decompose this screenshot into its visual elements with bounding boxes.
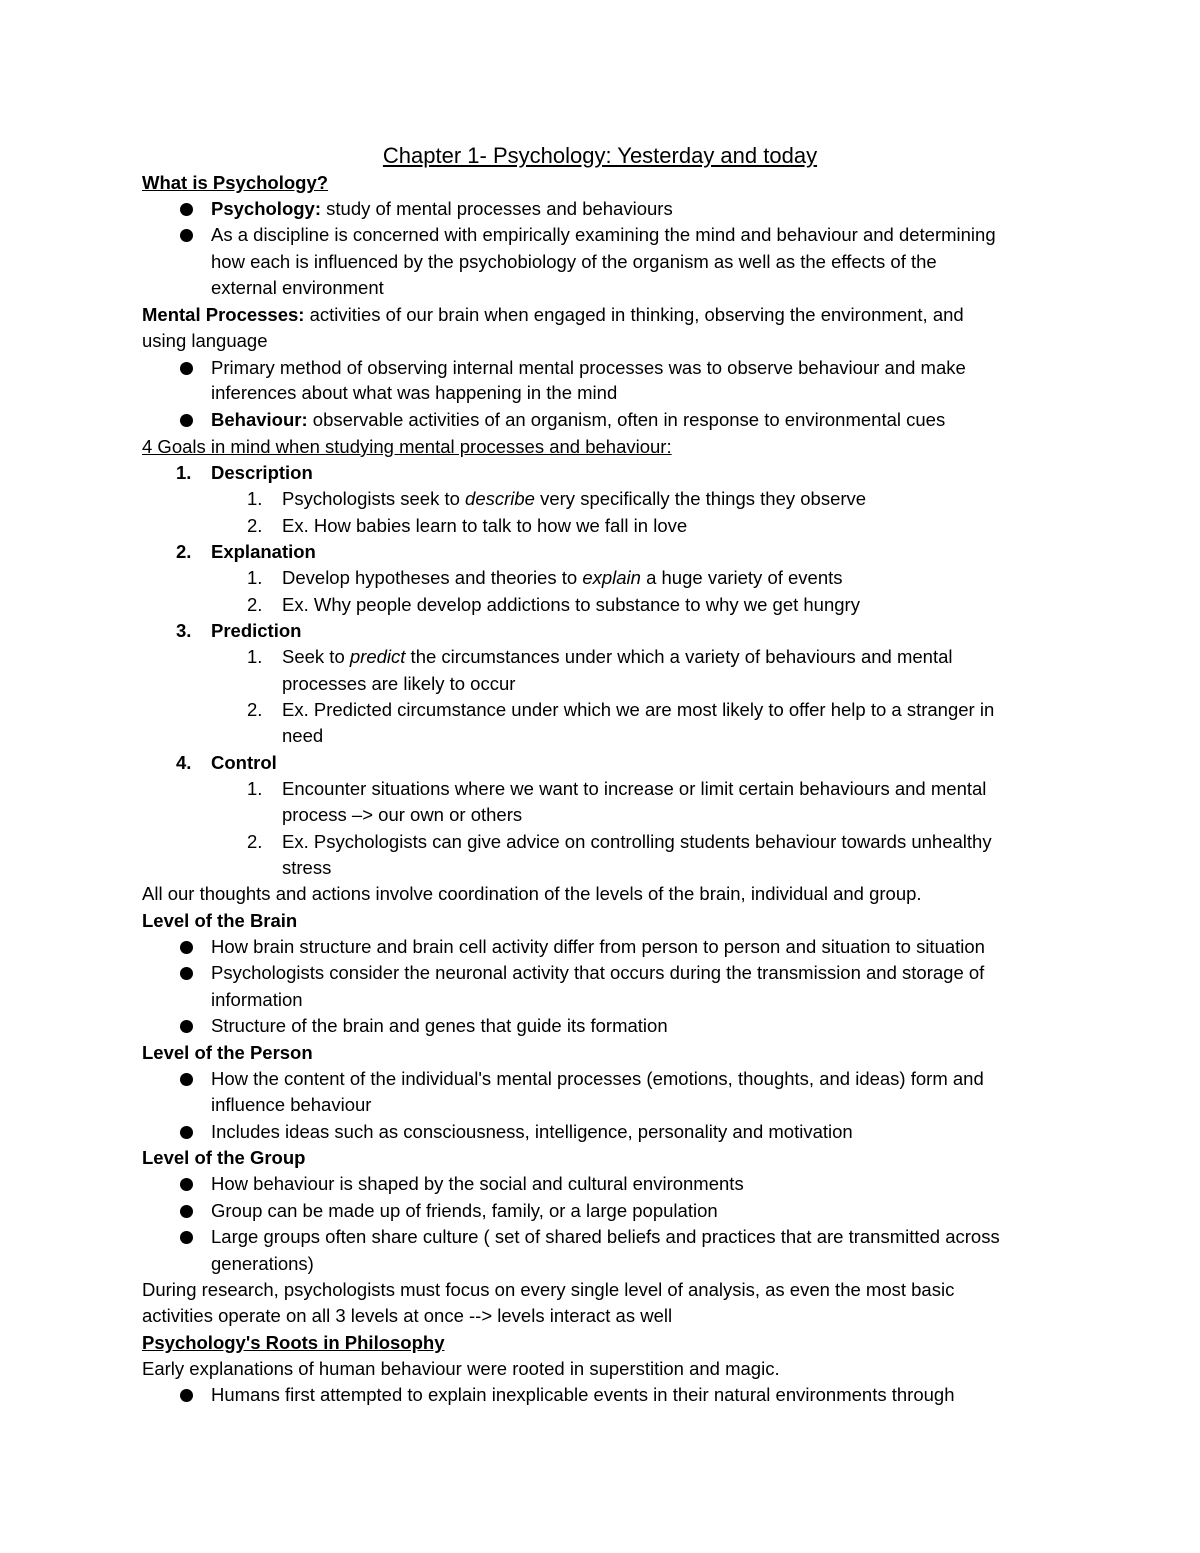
bullet-icon — [180, 1231, 193, 1244]
text-span: Develop hypotheses and theories to — [282, 567, 583, 588]
bullet-icon — [180, 1389, 193, 1402]
list-item — [211, 407, 945, 433]
list-item-line: How the content of the individual's mental processes (emotions, thoughts, and ideas) form and — [211, 1068, 984, 1089]
goal-label: Control — [211, 752, 277, 773]
section-heading-level-person: Level of the Person — [142, 1042, 313, 1063]
list-item-line: As a discipline is concerned with empirically examining the mind and behaviour and determining — [211, 224, 996, 245]
list-number: 1. — [247, 778, 263, 799]
term-label: Mental Processes: — [142, 304, 305, 325]
term-definition: observable activities of an organism, often in response to environmental cues — [307, 409, 946, 430]
list-number: 2. — [176, 541, 192, 562]
bullet-icon — [180, 414, 193, 427]
list-item-line: How brain structure and brain cell activity differ from person to person and situation to situation — [211, 936, 985, 957]
paragraph: All our thoughts and actions involve coordination of the levels of the brain, individual and group. — [142, 883, 922, 904]
term-definition: study of mental processes and behaviours — [321, 198, 673, 219]
bullet-icon — [180, 1205, 193, 1218]
list-number: 3. — [176, 620, 192, 641]
list-item-line: need — [282, 725, 324, 746]
list-item-line: Large groups often share culture ( set of shared beliefs and practices that are transmitted across — [211, 1226, 1000, 1247]
paragraph — [142, 302, 964, 328]
list-item-line: Structure of the brain and genes that guide its formation — [211, 1015, 668, 1036]
list-number: 1. — [247, 488, 263, 509]
list-item — [211, 196, 673, 222]
list-item-line: processes are likely to occur — [282, 673, 516, 694]
list-item: Ex. Why people develop addictions to substance to why we get hungry — [282, 594, 860, 615]
list-number: 4. — [176, 752, 192, 773]
bullet-icon — [180, 203, 193, 216]
list-item-line: Includes ideas such as consciousness, intelligence, personality and motivation — [211, 1121, 853, 1142]
paragraph-line: activities operate on all 3 levels at once --> levels interact as well — [142, 1305, 673, 1326]
emphasis-text: predict — [349, 646, 406, 667]
list-number: 2. — [247, 515, 263, 536]
bullet-icon — [180, 362, 193, 375]
list-item-line: Psychologists consider the neuronal activity that occurs during the transmission and storage of — [211, 962, 985, 983]
list-item-line: influence behaviour — [211, 1094, 372, 1115]
text-span: very specifically the things they observe — [534, 488, 867, 509]
list-item: Ex. Predicted circumstance under which we are most likely to offer help to a stranger in — [282, 699, 995, 720]
section-heading-what-is-psychology: What is Psychology? — [142, 172, 329, 193]
paragraph-line: using language — [142, 330, 268, 351]
goal-label: Explanation — [211, 541, 316, 562]
list-item-line: inferences about what was happening in the mind — [211, 382, 618, 403]
bullet-icon — [180, 967, 193, 980]
page-title: Chapter 1- Psychology: Yesterday and today — [382, 143, 818, 168]
list-item-line: how each is influenced by the psychobiology of the organism as well as the effects of the — [211, 251, 937, 272]
list-number: 1. — [176, 462, 192, 483]
bullet-icon — [180, 229, 193, 242]
list-item: Ex. How babies learn to talk to how we fall in love — [282, 515, 688, 536]
list-item-line: information — [211, 989, 303, 1010]
list-number: 2. — [247, 831, 263, 852]
section-heading-level-brain: Level of the Brain — [142, 910, 298, 931]
list-number: 1. — [247, 567, 263, 588]
list-item-line: process –> our own or others — [282, 804, 523, 825]
list-item-line: Group can be made up of friends, family, or a large population — [211, 1200, 718, 1221]
section-heading-roots: Psychology's Roots in Philosophy — [142, 1332, 445, 1353]
list-item-line: How behaviour is shaped by the social and cultural environments — [211, 1173, 744, 1194]
list-item-line: generations) — [211, 1253, 314, 1274]
section-heading-level-group: Level of the Group — [142, 1147, 306, 1168]
paragraph: Early explanations of human behaviour were rooted in superstition and magic. — [142, 1358, 780, 1379]
section-heading-goals: 4 Goals in mind when studying mental processes and behaviour: — [142, 436, 672, 457]
emphasis-text: describe — [465, 488, 535, 509]
list-item — [282, 486, 866, 512]
bullet-icon — [180, 941, 193, 954]
list-item — [282, 565, 843, 591]
list-number: 2. — [247, 699, 263, 720]
list-item: Encounter situations where we want to increase or limit certain behaviours and mental — [282, 778, 987, 799]
list-item-line: external environment — [211, 277, 384, 298]
list-number: 2. — [247, 594, 263, 615]
bullet-icon — [180, 1126, 193, 1139]
list-item — [282, 644, 952, 670]
list-item-line: Humans first attempted to explain inexplicable events in their natural environments through — [211, 1384, 955, 1405]
text-span: Seek to — [282, 646, 350, 667]
list-item-line: stress — [282, 857, 332, 878]
paragraph-line: During research, psychologists must focus on every single level of analysis, as even the most basic — [142, 1279, 955, 1300]
bullet-icon — [180, 1020, 193, 1033]
goal-label: Description — [211, 462, 313, 483]
list-item-line: Primary method of observing internal mental processes was to observe behaviour and make — [211, 357, 966, 378]
bullet-icon — [180, 1073, 193, 1086]
term-definition: activities of our brain when engaged in thinking, observing the environment, and — [304, 304, 964, 325]
emphasis-text: explain — [582, 567, 641, 588]
list-number: 1. — [247, 646, 263, 667]
text-span: the circumstances under which a variety of behaviours and mental — [405, 646, 953, 667]
term-label: Psychology: — [211, 198, 321, 219]
term-label: Behaviour: — [211, 409, 308, 430]
list-item: Ex. Psychologists can give advice on controlling students behaviour towards unhealthy — [282, 831, 992, 852]
text-span: Psychologists seek to — [282, 488, 466, 509]
goal-label: Prediction — [211, 620, 302, 641]
text-span: a huge variety of events — [640, 567, 843, 588]
bullet-icon — [180, 1178, 193, 1191]
